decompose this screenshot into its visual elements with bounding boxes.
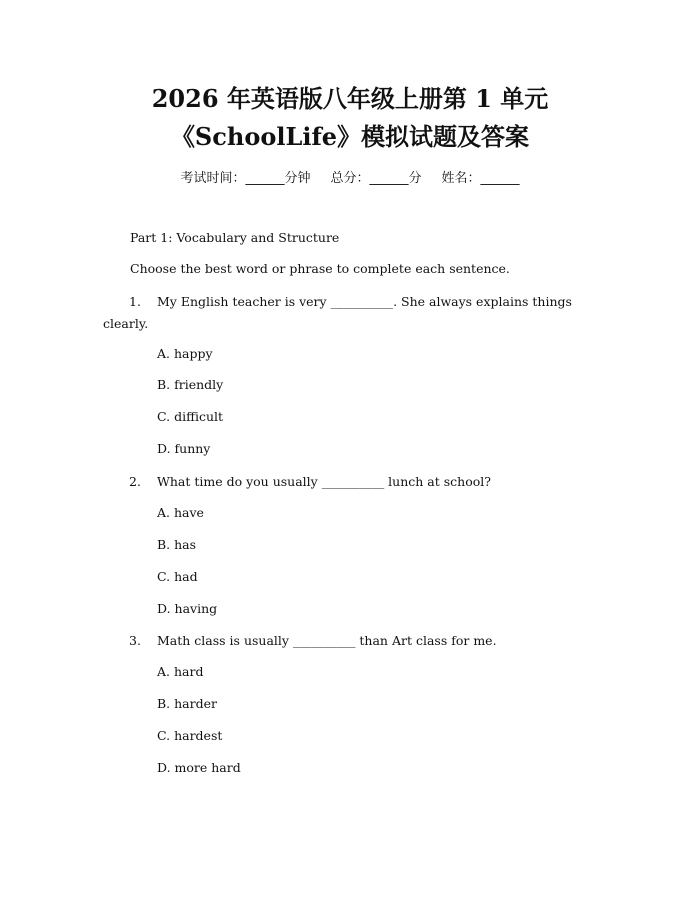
document-title <box>0 80 700 156</box>
question-text: My English teacher is very __________. She always explains things clearly. <box>103 294 572 331</box>
option-3d: D. more hard <box>157 760 241 775</box>
option-1c: C. difficult <box>157 409 224 424</box>
total-score: 总分：______分 <box>330 171 422 186</box>
question-text: Math class is usually __________ than Art class for me. <box>157 633 497 648</box>
student-name: 姓名：______ <box>441 171 520 186</box>
question-number: 2. <box>129 474 141 489</box>
part-heading: Part 1: Vocabulary and Structure <box>130 230 340 245</box>
option-2c: C. had <box>157 569 198 584</box>
part-instruction: Choose the best word or phrase to complete each sentence. <box>130 261 510 276</box>
option-1d: D. funny <box>157 441 211 456</box>
exam-info-line <box>0 167 700 186</box>
question-1 <box>103 291 573 335</box>
option-3a: A. hard <box>157 664 204 679</box>
option-2d: D. having <box>157 601 218 616</box>
exam-time: 考试时间：______分钟 <box>180 171 311 186</box>
option-1a: A. happy <box>157 346 213 361</box>
question-number: 1. <box>129 294 141 309</box>
option-2a: A. have <box>157 505 204 520</box>
question-3 <box>103 630 573 652</box>
option-3b: B. harder <box>157 696 217 711</box>
title-line-1: 2026 年英语版八年级上册第 1 单元 <box>151 84 549 113</box>
title-line-2: 《SchoolLife》模拟试题及答案 <box>170 122 530 151</box>
option-3c: C. hardest <box>157 728 223 743</box>
question-2 <box>103 471 573 493</box>
option-1b: B. friendly <box>157 377 224 392</box>
option-2b: B. has <box>157 537 197 552</box>
question-text: What time do you usually __________ lunch at school? <box>157 474 491 489</box>
question-number: 3. <box>129 633 141 648</box>
